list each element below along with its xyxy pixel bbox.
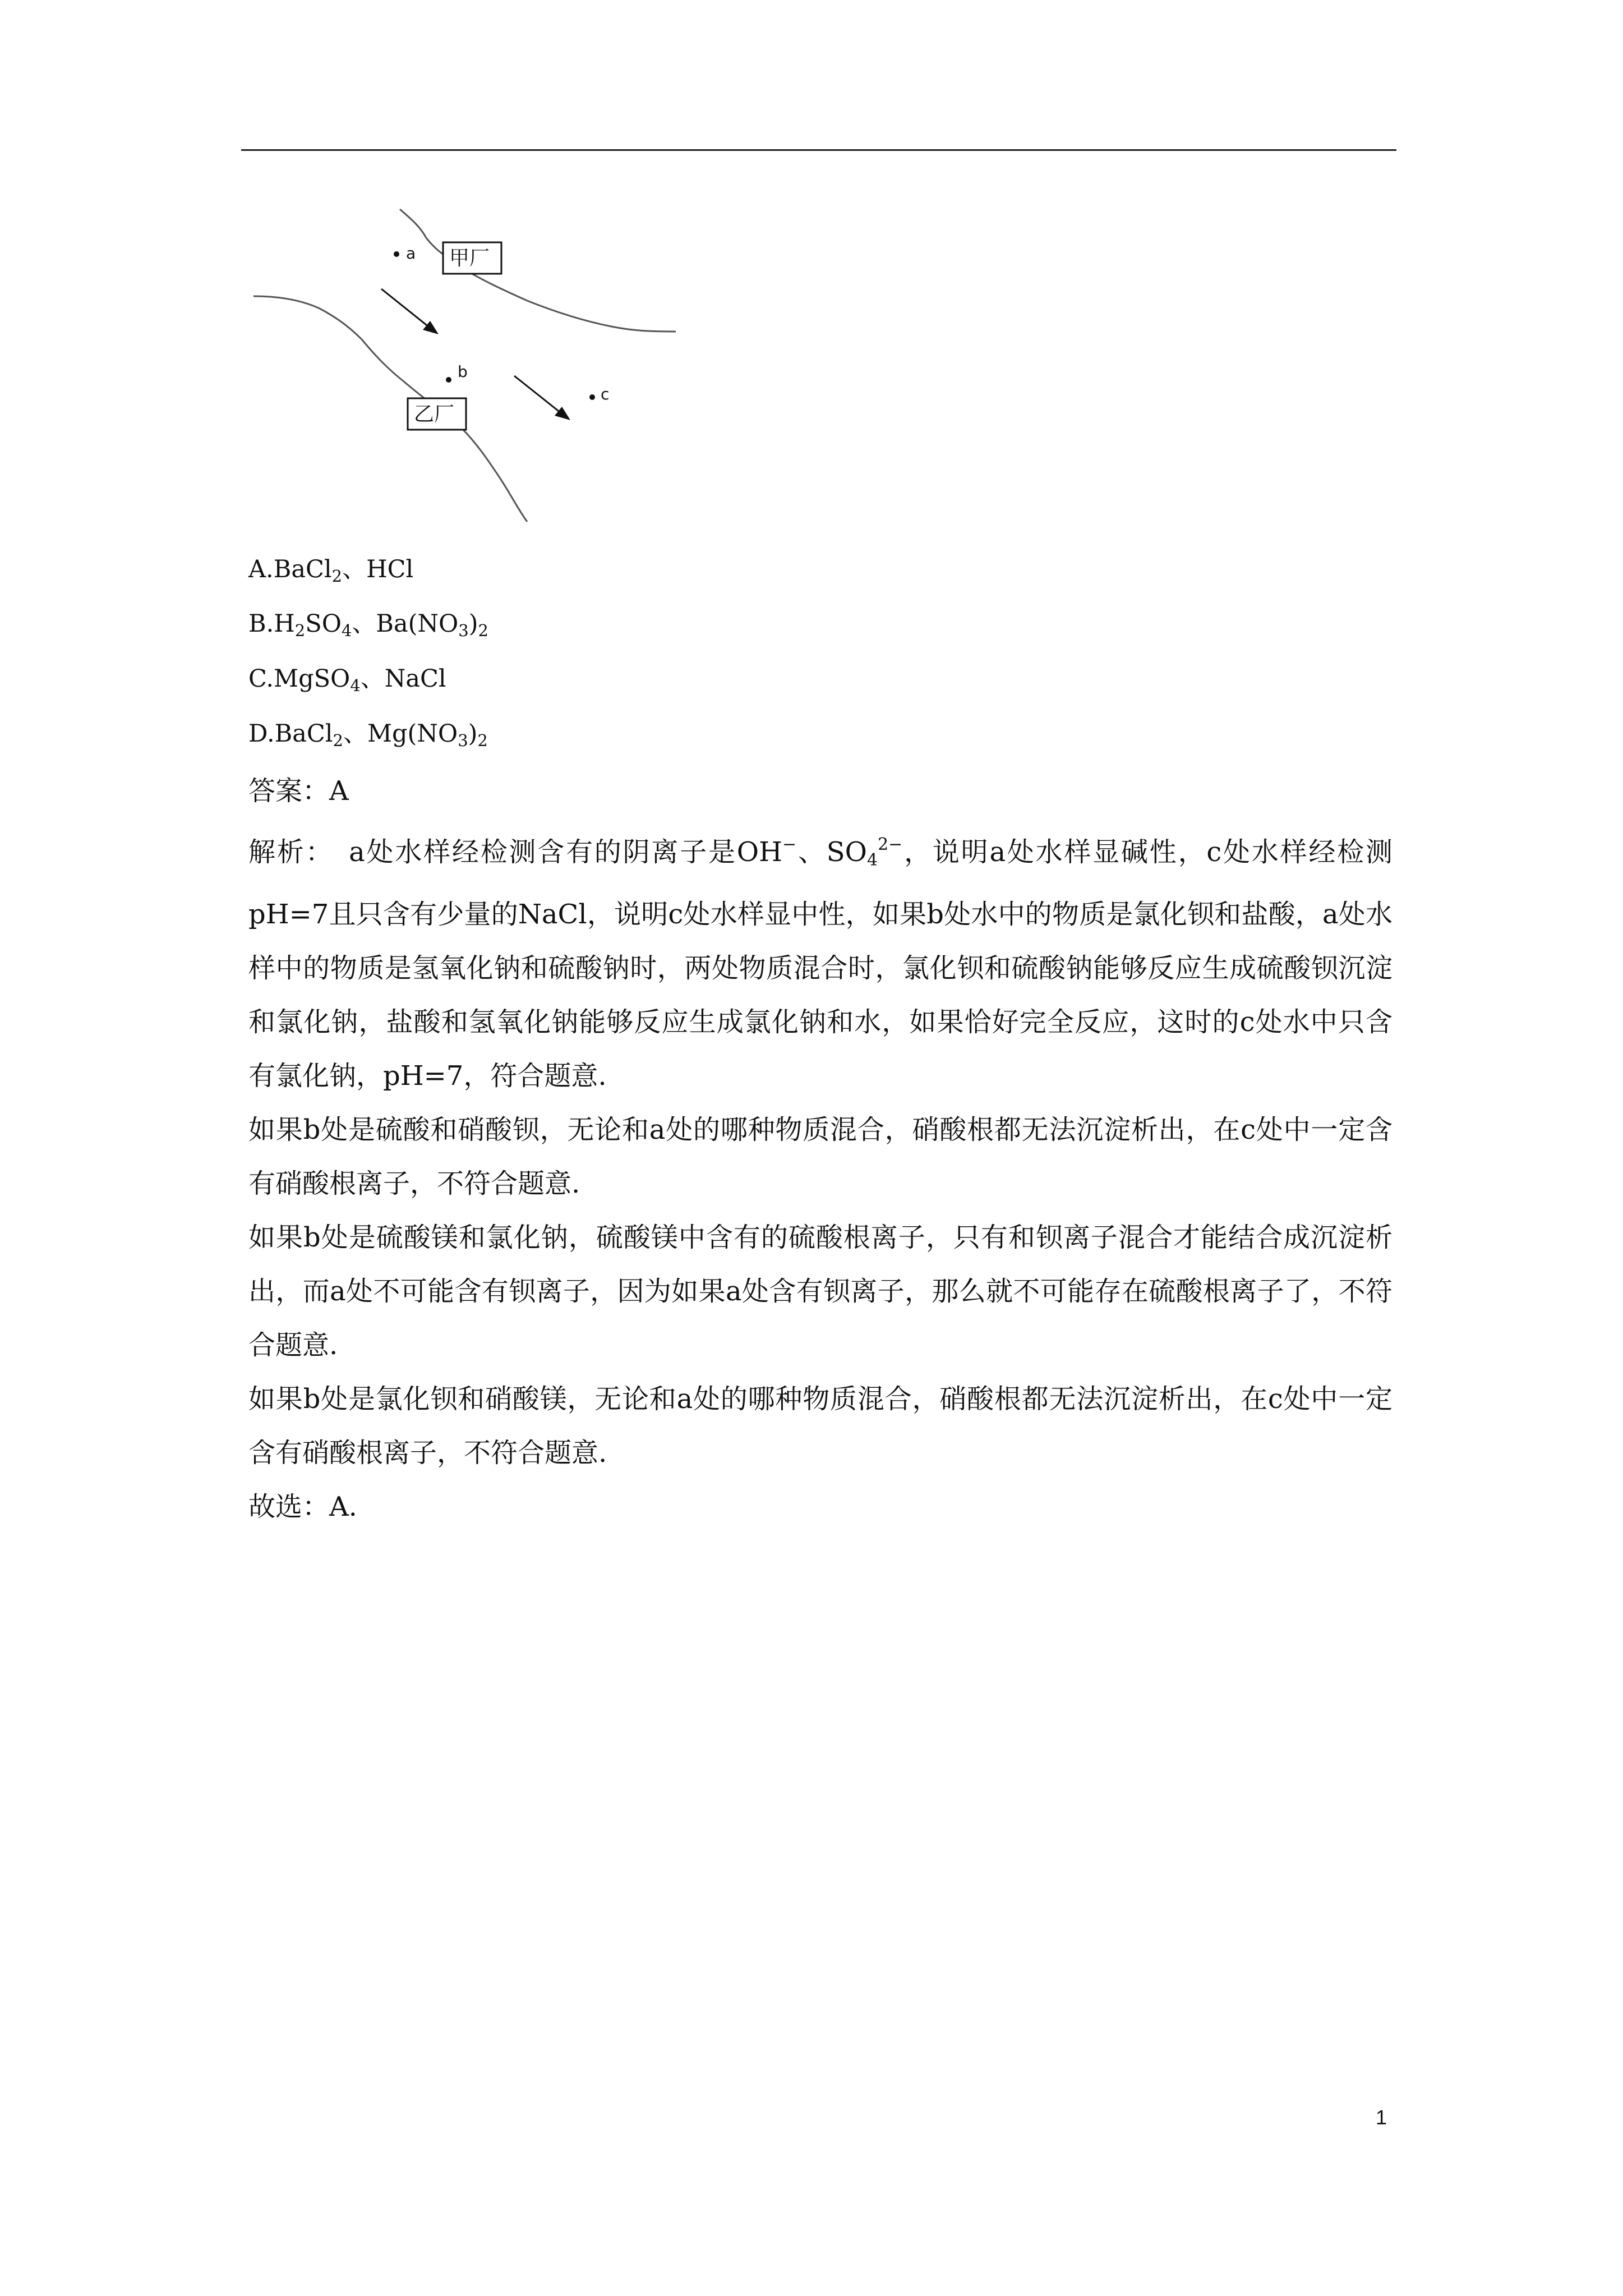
point-b-label: b (458, 362, 468, 381)
flow-arrow-2-head (555, 407, 570, 420)
river-lower-bank (253, 296, 527, 522)
option-a: A.BaCl$_2$、HCl (248, 555, 414, 586)
solution-block (248, 764, 1393, 1534)
flow-arrow-2 (514, 376, 564, 415)
factory-yi-label: 乙厂 (414, 403, 455, 426)
header-rule (241, 149, 1396, 151)
flow-arrow-1 (381, 289, 432, 329)
analysis-paragraph-1: 解析： a处水样经检测含有的阴离子是OH−、$SO_4^{2-}$，说明a处水样显碱性，c处水样经检测pH=7且只含有少量的NaCl，说明c处水样显中性，如果b处水中的物质是氯化钡和盐酸，a处水样中的物质是氢氧化钠和硫酸钠时，两处物质混合时，氯化钡和硫酸钠能够反应生成硫酸钡沉淀和氯化钠，盐酸和氢氧化钠能够反应生成氯化钠和水，如果恰好完全反应，这时的c处水中只含有氯化钠，pH=7，符合题意. (248, 835, 1393, 1092)
option-d: D.BaCl$_2$、$Mg(NO_3)_2$ (248, 720, 488, 750)
river-diagram (241, 196, 735, 533)
point-c-dot (589, 394, 595, 400)
factory-jia-label: 甲厂 (449, 247, 490, 270)
flow-arrow-1-head (423, 321, 439, 334)
analysis-conclusion: 故选：A. (248, 1491, 357, 1522)
analysis-paragraph-3: 如果b处是硫酸镁和氯化钠，硫酸镁中含有的硫酸根离子，只有和钡离子混合才能结合成沉淀析出，而a处不可能含有钡离子，因为如果a处含有钡离子，那么就不可能存在硫酸根离子了，不符合题意. (248, 1222, 1393, 1361)
river-upper-bank (400, 209, 676, 332)
page-number: 1 (1376, 2106, 1387, 2129)
point-b-dot (446, 377, 451, 383)
option-c: C.MgSO$_4$、NaCl (248, 665, 446, 695)
answer-line: 答案：A (248, 775, 349, 807)
analysis-paragraph-2: 如果b处是硫酸和硝酸钡，无论和a处的哪种物质混合，硝酸根都无法沉淀析出，在c处中一定含有硝酸根离子，不符合题意. (248, 1114, 1393, 1199)
river-diagram-svg (241, 196, 735, 533)
point-c-label: c (601, 385, 610, 403)
point-a-dot (394, 251, 399, 257)
point-a-label: a (406, 244, 416, 263)
analysis-paragraph-4: 如果b处是氯化钡和硝酸镁，无论和a处的哪种物质混合，硝酸根都无法沉淀析出，在c处中一定含有硝酸根离子，不符合题意. (248, 1383, 1393, 1469)
option-b: $B.H_2SO_4$、$Ba(NO_3)_2$ (248, 610, 488, 640)
